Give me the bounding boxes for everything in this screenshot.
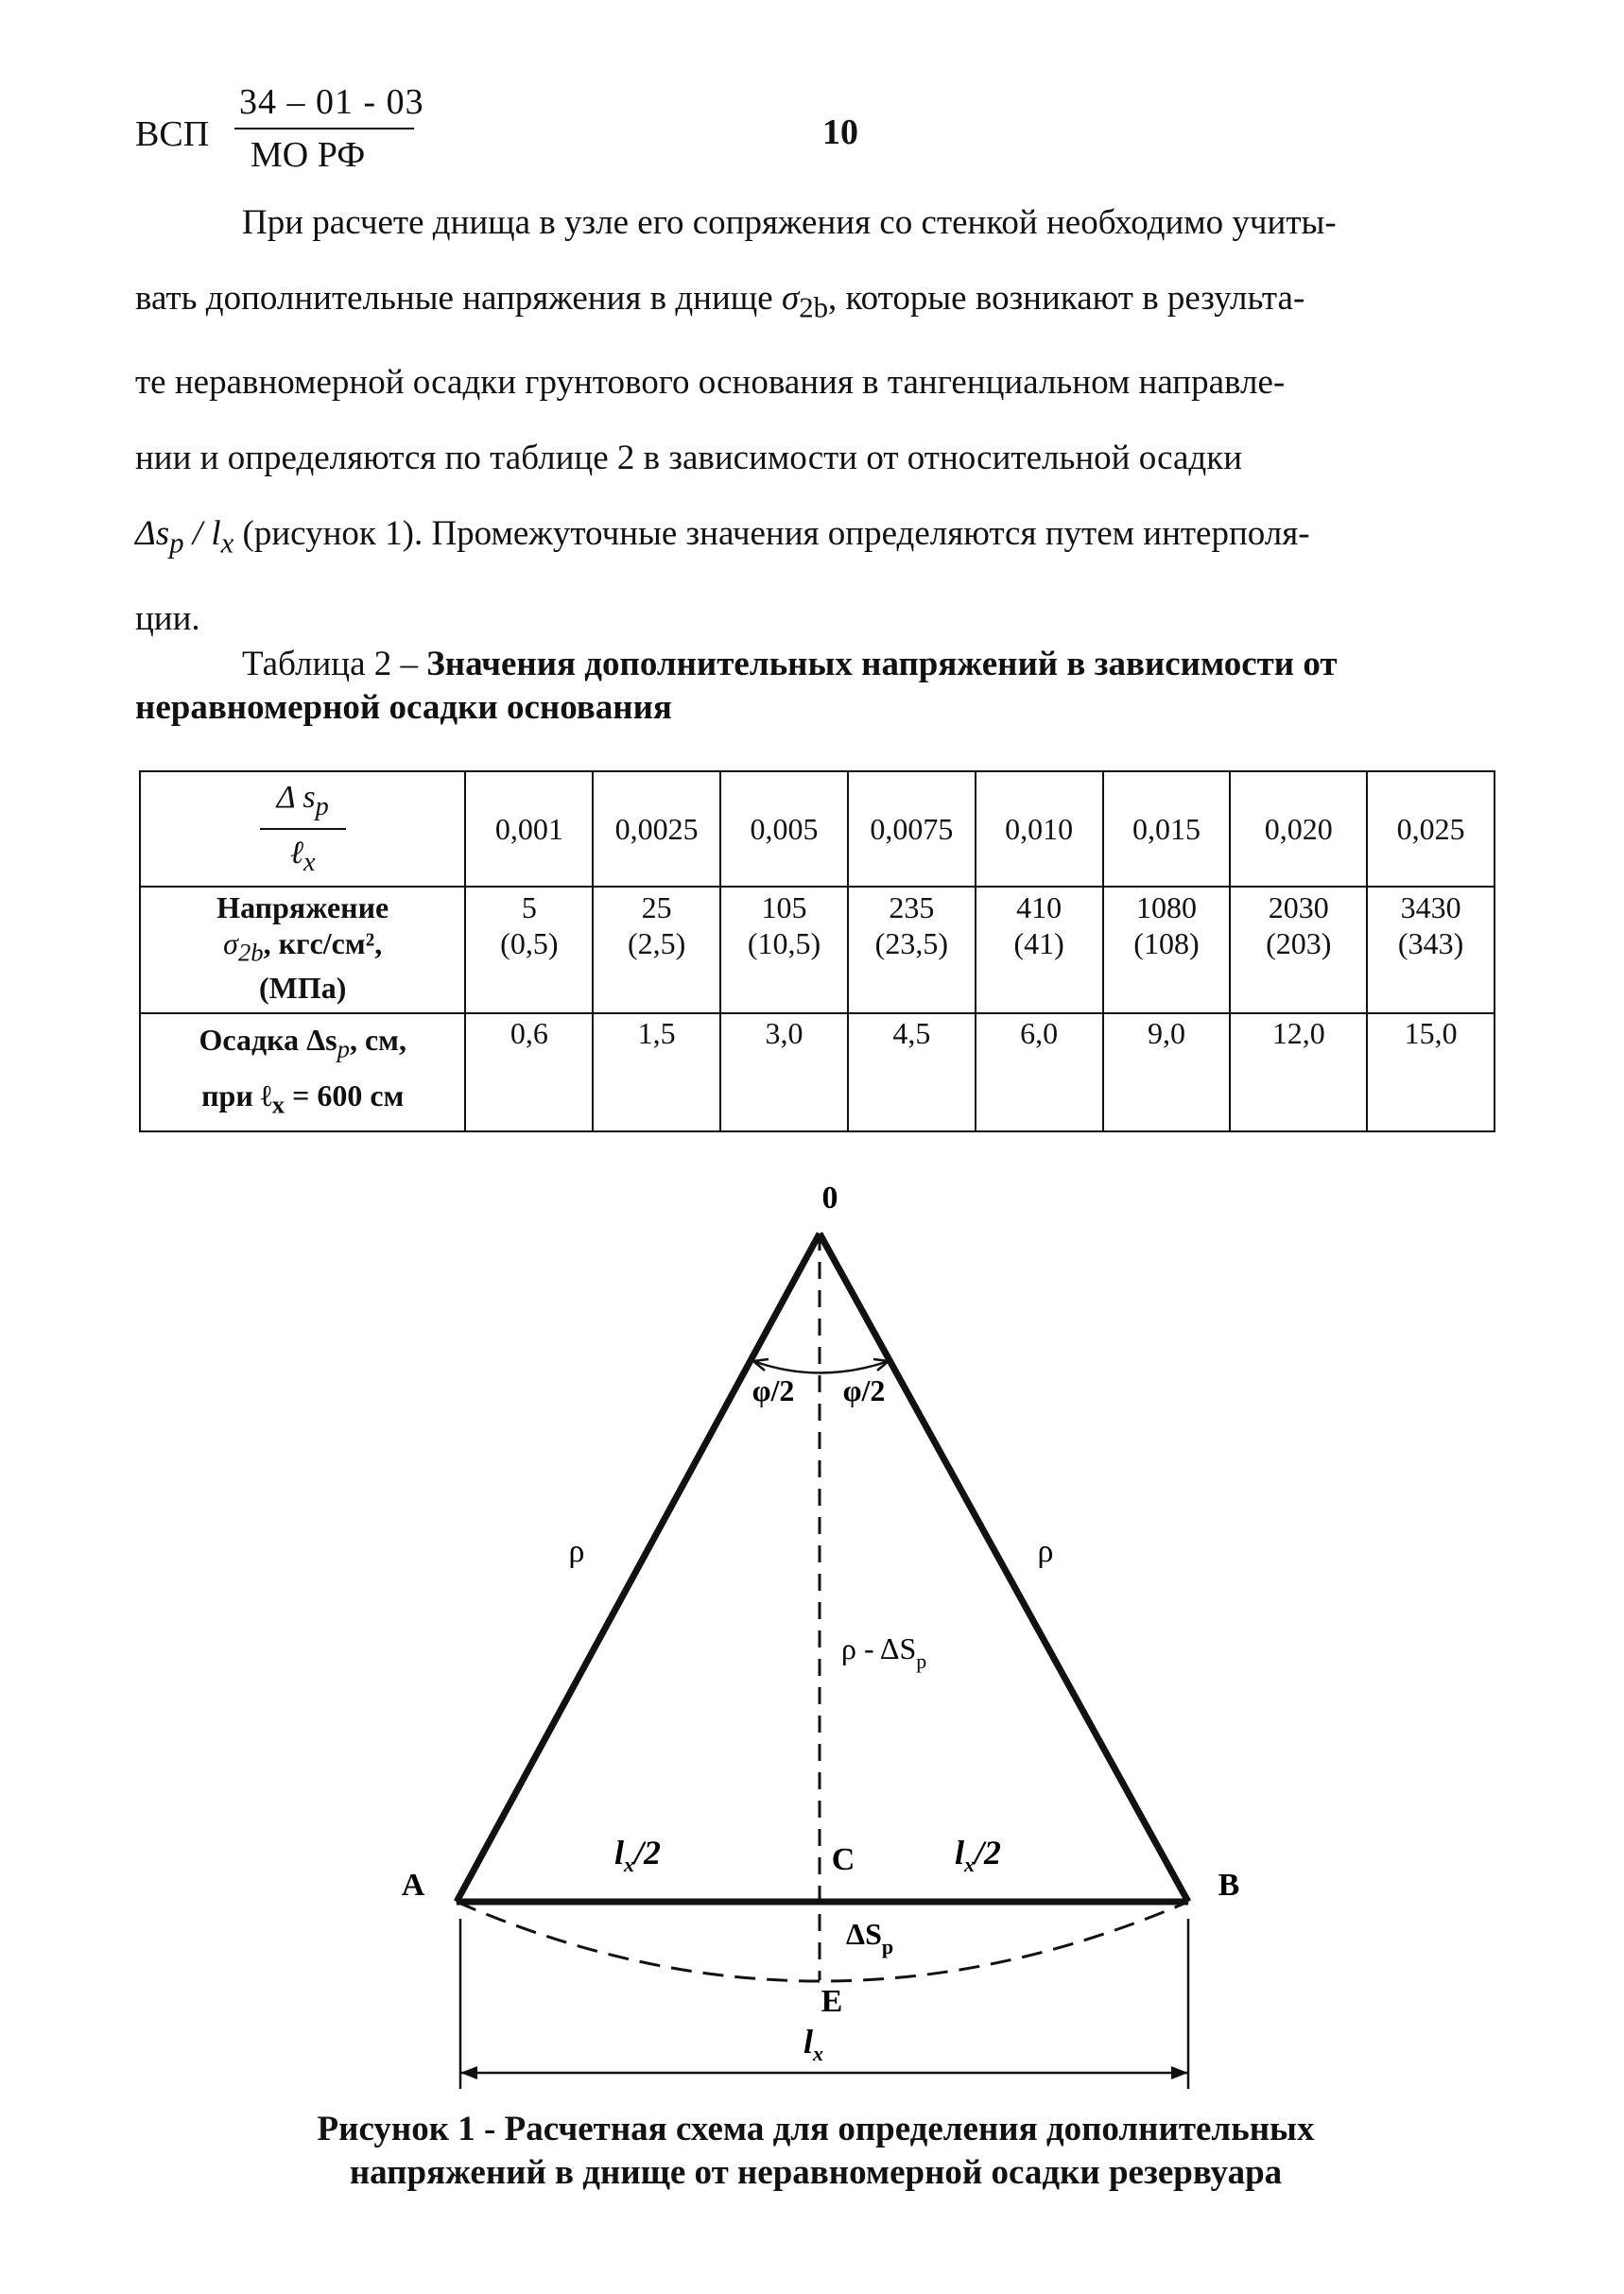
figure-caption-line-2: напряжений в днище от неравномерной осадки резервуара (349, 2153, 1283, 2192)
table-row-stress (140, 887, 1494, 1013)
label-E: E (821, 1984, 843, 2019)
label-lx: $l_x$ (803, 2023, 824, 2065)
paragraph-line-1: При расчете днища в узле его сопряжения со стенкой необходимо учиты- (242, 203, 1337, 242)
ratio-cell: 0,005 (720, 771, 848, 887)
side-OA (457, 1233, 820, 1902)
stress-cell: 2030 (203) (1230, 887, 1367, 1013)
table-caption (135, 643, 1496, 730)
stress-label-cell: Напряжение $\sigma_{2b}$, кгс/см², (МПа) (140, 887, 465, 1013)
ratio-cell: 0,001 (465, 771, 593, 887)
label-rho-right: ρ (1037, 1534, 1054, 1569)
paragraph-line-2: вать дополнительные напряжения в днище $\sigma_{2b}$, которые возникают в результа- (135, 279, 1305, 324)
side-OB (820, 1233, 1188, 1902)
stress-table (139, 770, 1495, 1132)
ratio-cell: 0,010 (976, 771, 1103, 887)
header-ratio-cell (140, 771, 465, 887)
table-caption-title: Значения дополнительных напряжений в зависимости от неравномерной осадки основания (135, 645, 1338, 727)
figure-caption (135, 2108, 1496, 2195)
label-C: C (831, 1842, 855, 1877)
table-caption-number: Таблица 2 – (242, 645, 427, 683)
code-fraction-line (234, 128, 414, 129)
stress-cell: 410 (41) (976, 887, 1103, 1013)
code-numerator: 34 – 01 - 03 (239, 82, 424, 122)
paragraph-line-3: те неравномерной осадки грунтового основания в тангенциальном направле- (135, 363, 1286, 403)
label-dsp: $\Delta S_p$ (846, 1917, 894, 1958)
stress-cell: 235 (23,5) (848, 887, 976, 1013)
code-prefix: ВСП (135, 114, 210, 154)
label-A: A (401, 1868, 425, 1903)
settlement-curve (457, 1902, 1188, 1981)
label-lx2-left: $l_x/2$ (614, 1834, 662, 1876)
settlement-cell: 15,0 (1367, 1013, 1494, 1131)
label-rho-minus-dsp: ρ - $\Delta S_p$ (841, 1631, 927, 1673)
page-number: 10 (822, 112, 858, 152)
label-phi-right: φ/2 (842, 1373, 886, 1407)
settlement-cell: 4,5 (848, 1013, 976, 1131)
settlement-cell: 6,0 (976, 1013, 1103, 1131)
settlement-cell: 9,0 (1103, 1013, 1231, 1131)
dimension-arrow-right (1171, 2066, 1188, 2079)
paragraph-line-4: нии и определяются по таблице 2 в зависимости от относительной осадки (135, 439, 1243, 478)
ratio-fraction: $\frac{\Delta s_p}{\ell_x}$ (260, 780, 346, 878)
paragraph-line-6: ции. (135, 598, 200, 638)
ratio-cell: 0,020 (1230, 771, 1367, 887)
label-phi-left: φ/2 (752, 1373, 795, 1407)
stress-cell: 5 (0,5) (465, 887, 593, 1013)
paragraph-line-5: $\Delta s_p / l_x$ (рисунок 1). Промежуточные значения определяются путем интерполя- (135, 514, 1310, 560)
ratio-cell: 0,0025 (593, 771, 720, 887)
label-B: B (1218, 1868, 1240, 1903)
label-lx2-right: $l_x/2$ (955, 1834, 1002, 1876)
ratio-cell: 0,025 (1367, 771, 1494, 887)
dimension-arrow-left (460, 2066, 477, 2079)
settlement-diagram (0, 1172, 1624, 2098)
document-code (135, 82, 428, 175)
table-row-ratio (140, 771, 1494, 887)
stress-cell: 105 (10,5) (720, 887, 848, 1013)
stress-cell: 25 (2,5) (593, 887, 720, 1013)
ratio-cell: 0,015 (1103, 771, 1231, 887)
table-row-settlement (140, 1013, 1494, 1131)
ratio-cell: 0,0075 (848, 771, 976, 887)
label-rho-left: ρ (568, 1534, 585, 1569)
settlement-cell: 3,0 (720, 1013, 848, 1131)
stress-cell: 3430 (343) (1367, 887, 1494, 1013)
settlement-cell: 0,6 (465, 1013, 593, 1131)
body-paragraph (135, 185, 1496, 657)
stress-cell: 1080 (108) (1103, 887, 1231, 1013)
figure-caption-line-1: Рисунок 1 - Расчетная схема для определения дополнительных (317, 2110, 1315, 2148)
settlement-cell: 1,5 (593, 1013, 720, 1131)
code-denominator: МО РФ (251, 135, 366, 175)
settlement-label-cell: Осадка $\Delta s_p$, см, при ℓ$_x$ = 600 см (140, 1013, 465, 1131)
settlement-cell: 12,0 (1230, 1013, 1367, 1131)
label-O: 0 (821, 1181, 838, 1216)
